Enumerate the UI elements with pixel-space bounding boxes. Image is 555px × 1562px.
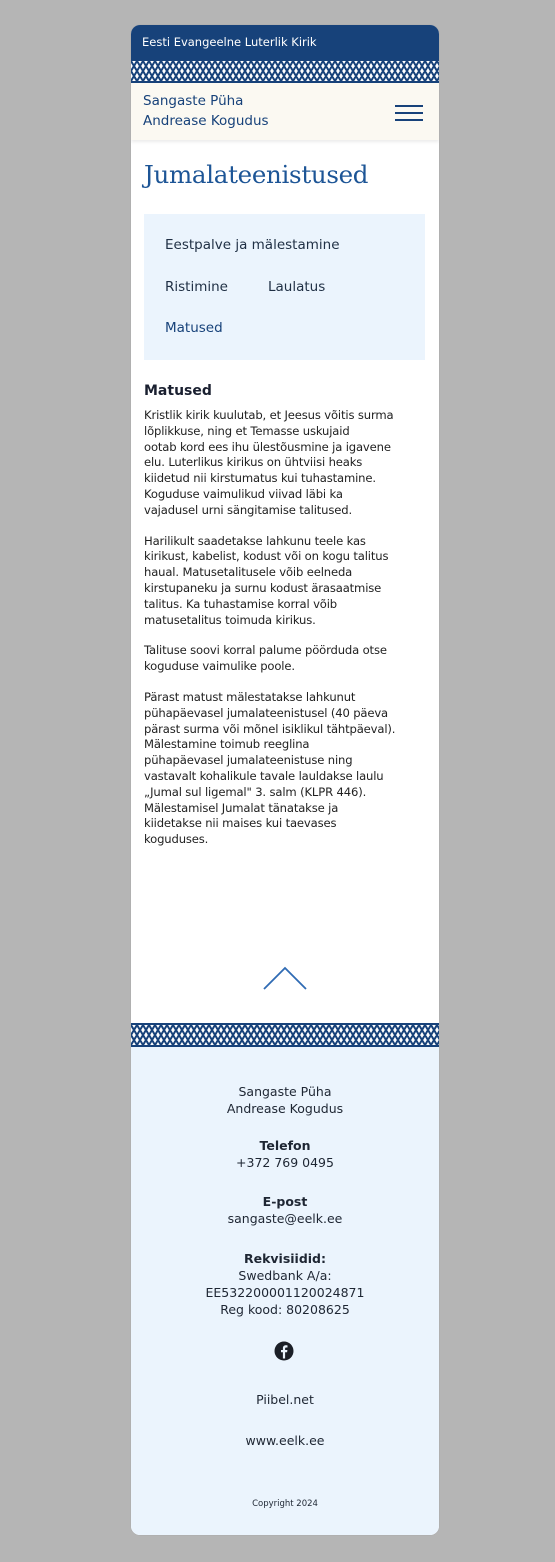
- copyright-text: Copyright 2024: [252, 1499, 318, 1509]
- text-line: koguduse vaimulike poole.: [144, 659, 295, 674]
- content-paragraph: [144, 643, 434, 675]
- subnav-item-matused[interactable]: Matused: [165, 320, 223, 336]
- mobile-page: [131, 25, 439, 1535]
- subnav-item-laulatus[interactable]: Laulatus: [268, 279, 326, 295]
- site-header: [131, 83, 439, 140]
- text-line: vastavalt kohalikule tavale lauldakse laulu: [144, 768, 384, 783]
- text-line: Kristlik kirik kuulutab, et Jeesus võitis surma: [144, 408, 394, 422]
- email-link[interactable]: sangaste@eelk.ee: [227, 1211, 343, 1226]
- phone-number[interactable]: +372 769 0495: [236, 1155, 334, 1170]
- footer-email: [131, 1193, 439, 1227]
- requisites-line: Swedbank A/a:: [238, 1268, 332, 1283]
- requisites-line: EE532200001120024871: [205, 1285, 365, 1300]
- text-line: matusetalitus toimuda kirikus.: [144, 612, 316, 627]
- main-content: [144, 382, 434, 863]
- email-label: E-post: [262, 1194, 308, 1209]
- text-line: kirstupaneku ja surnu kodust ärasaatmise: [144, 580, 382, 595]
- page-title: Jumalateenistused: [144, 160, 369, 189]
- text-line: „Jumal sul ligemal" 3. salm (KLPR 446).: [144, 784, 367, 799]
- text-line: Koguduse vaimulikud viivad läbi ka: [144, 486, 343, 501]
- facebook-icon[interactable]: [274, 1341, 294, 1361]
- section-title: Matused: [144, 383, 212, 399]
- menu-bar: [395, 112, 423, 114]
- text-line: Talituse soovi korral palume pöörduda otse: [144, 643, 387, 658]
- parish-name-line: Sangaste Püha: [143, 93, 244, 109]
- content-paragraph: [144, 534, 434, 629]
- footer-parish-line: Andrease Kogudus: [226, 1101, 344, 1116]
- content-paragraph: [144, 408, 434, 519]
- folk-pattern-band: [131, 59, 439, 83]
- text-line: lõplikkuse, ning et Temasse uskujaid: [144, 423, 350, 438]
- footer-parish-line: Sangaste Püha: [238, 1084, 332, 1099]
- text-line: ootab kord ees ihu ülestõusmine ja igavene: [144, 439, 391, 454]
- text-line: Mälestamine toimub reeglina: [144, 737, 310, 752]
- parish-name-link[interactable]: [143, 91, 269, 131]
- service-subnav: [144, 214, 425, 360]
- text-line: Pärast matust mälestatakse lahkunut: [144, 689, 356, 704]
- footer-parish-name: [131, 1083, 439, 1117]
- requisites-label: Rekvisiidid:: [243, 1251, 327, 1266]
- footer-link-piibel[interactable]: Piibel.net: [256, 1392, 314, 1407]
- text-line: kiidetakse nii maises kui taevases: [144, 816, 337, 831]
- content-paragraph: [144, 690, 434, 848]
- text-line: pärast surma või mõnel isiklikul tähtpäeval).: [144, 721, 396, 736]
- text-line: talitus. Ka tuhastamise korral võib: [144, 596, 338, 611]
- phone-label: Telefon: [259, 1138, 311, 1153]
- menu-bar: [395, 105, 423, 107]
- chevron-up-icon[interactable]: [262, 965, 308, 991]
- parish-name-line: Andrease Kogudus: [143, 113, 269, 129]
- text-line: Mälestamisel Jumalat tänatakse ja: [144, 800, 339, 815]
- church-name[interactable]: Eesti Evangeelne Luterlik Kirik: [142, 35, 317, 49]
- subnav-item-ristimine[interactable]: Ristimine: [165, 279, 228, 295]
- footer-phone: [131, 1137, 439, 1171]
- text-line: Harilikult saadetakse lahkunu teele kas: [144, 533, 366, 548]
- text-line: elu. Luterlikus kirikus on ühtviisi heaks: [144, 455, 363, 470]
- folk-pattern-band: [131, 1023, 439, 1047]
- site-footer: [131, 1023, 439, 1535]
- top-bar: [131, 25, 439, 59]
- text-line: pühapäevasel jumalateenistusel (40 päeva: [144, 705, 389, 720]
- text-line: pühapäevasel jumalateenistuse ning: [144, 753, 353, 768]
- footer-requisites: [131, 1250, 439, 1318]
- text-line: koguduses.: [144, 832, 209, 847]
- text-line: kiidetud nii kirstumatus kui tuhastamine.: [144, 471, 376, 486]
- menu-bar: [395, 119, 423, 121]
- subnav-item-eestpalve[interactable]: Eestpalve ja mälestamine: [165, 237, 340, 253]
- hamburger-menu-icon[interactable]: [395, 103, 423, 123]
- footer-link-eelk[interactable]: www.eelk.ee: [245, 1433, 325, 1448]
- text-line: kirikust, kabelist, kodust või on kogu talitus: [144, 549, 389, 564]
- text-line: haual. Matusetalitusele võib eelneda: [144, 565, 353, 580]
- requisites-line: Reg kood: 80208625: [220, 1302, 350, 1317]
- text-line: vajadusel urni sängitamise talitused.: [144, 502, 352, 517]
